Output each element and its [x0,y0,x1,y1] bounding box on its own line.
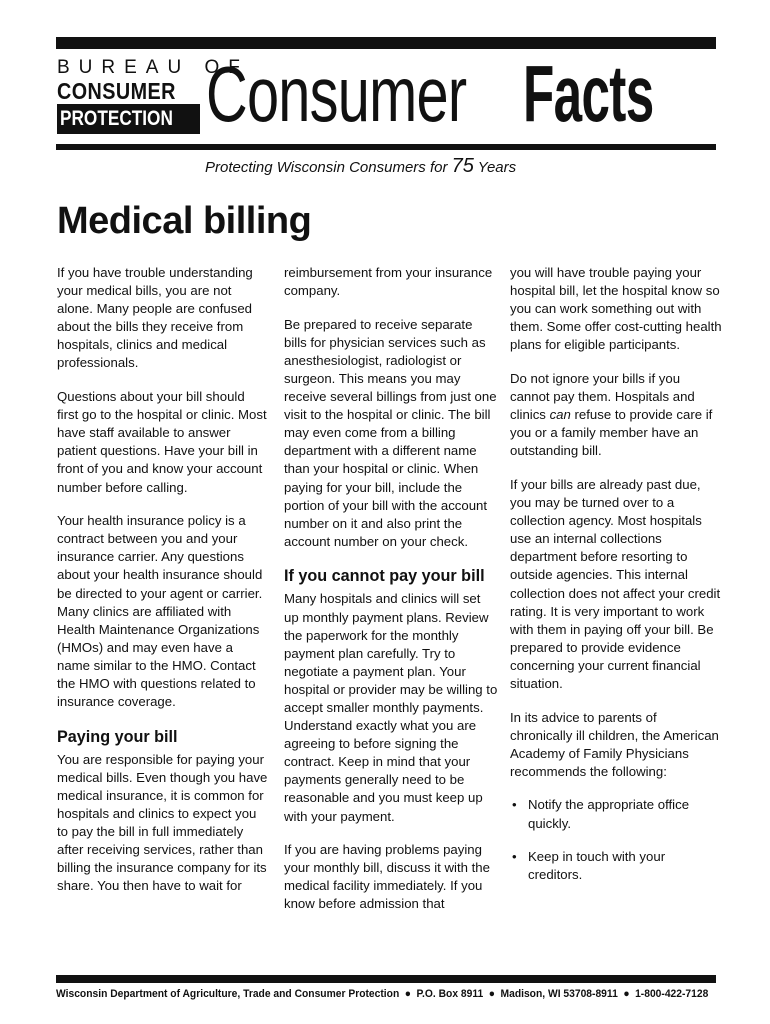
section-heading-paying: Paying your bill [57,727,178,746]
bullet-icon: • [512,849,517,865]
page-title: Medical billing [57,200,312,242]
bureau-of-text: BUREAU OF [57,57,249,78]
paragraph [510,370,722,460]
bureau-consumer-text: CONSUMER [57,78,176,104]
paragraph: If you have trouble understanding your medical bills, you are not alone. Many people are confused about the bills they receive from hospitals, clinics and medical professionals. [57,265,253,371]
emphasis-can: can [549,407,571,423]
footer-bullet-icon: ● [404,988,411,1000]
paragraph: In its advice to parents of chronically ill children, the American Academy of Family Physicians recommends the following: [510,709,719,779]
paragraph: You are responsible for paying your medical bills. Even though you have medical insurance, it is common for hospitals and clinics to expect you to pay the bill in full immediately after receiving services, rather than billing the insurance company for its share. You then have to wait for [57,751,268,894]
recommendation-list [510,796,722,884]
footer-bullet-icon: ● [488,988,495,1000]
paragraph: Your health insurance policy is a contract between you and your insurance carrier. Any questions about your health insurance should be directed to your agent or carrier. Many clinics are affiliated with Health Maintenance Organizations (HMOs) and may even have a name similar to the HMO. Contact the HMO with questions related to insurance coverage. [57,513,263,710]
tagline [205,155,516,178]
list-item [510,796,722,832]
paragraph: reimbursement from your insurance company. [284,265,493,299]
paragraph: If you are having problems paying your monthly bill, discuss it with the medical facility immediately. If you know before admission that [284,842,490,912]
bureau-protection-text: PROTECTION [60,107,173,130]
paragraph: Many hospitals and clinics will set up monthly payment plans. Review the paperwork for the monthly payment plan carefully. Try to negotiate a payment plan. Your hospital or provider may be willing to accept smaller monthly payments. Understand exactly what you are agreeing to before signing the contract. Keep in mind that your payments generally need to be reasonable and you must keep up with your payment. [284,591,498,824]
footer-org: Wisconsin Department of Agriculture, Trade and Consumer Protection [56,988,400,1000]
list-item-text: Notify the appropriate office quickly. [528,797,690,831]
tagline-pre: Protecting Wisconsin Consumers for [205,159,452,176]
bureau-protection-box [57,104,200,134]
brand-facts-word: Facts [523,49,654,138]
bullet-icon: • [512,797,517,813]
tagline-number: 75 [451,155,474,177]
tagline-post: Years [473,159,517,176]
brand-consumer-word: Consumer [206,50,467,138]
list-item [510,848,722,884]
paragraph: Questions about your bill should first go to the hospital or clinic. Most have staff available to answer patient questions. Have your bill in front of you and know your account number before calling. [57,389,267,495]
column-1 [57,264,269,911]
footer-phone: 1-800-422-7128 [635,988,709,1000]
list-item-text: Keep in touch with your creditors. [528,849,666,883]
paragraph: Be prepared to receive separate bills for physician services such as anesthesiologist, radiologist or surgeon. This means you may receive several billings from just one visit to the hospital or clinic. The bill may even come from a billing department with a different name than your hospital or clinic. When paying for your bill, include the portion of your bill with the account number on it and also print the account number on your check. [284,316,497,549]
paragraph: If your bills are already past due, you may be turned over to a collection agency. Most hospitals use an internal collections department before resorting to outside agencies. This internal collection does not affect your credit rating. It is very important to work with them in paying off your bill. Be prepared to provide evidence concerning your current financial situation. [510,476,721,691]
column-2 [284,264,498,929]
text-run: refuse to provide care if you or a family member have an outstanding bill. [510,407,713,459]
footer-city: Madison, WI 53708-8911 [500,988,618,1000]
footer-rule [56,975,716,983]
paragraph: you will have trouble paying your hospital bill, let the hospital know so you can work something out with them. Some offer cost-cutting health plans for eligible participants. [510,265,722,353]
footer-bullet-icon: ● [623,988,630,1000]
column-3 [510,264,722,900]
footer-po-box: P.O. Box 8911 [416,988,484,1000]
footer [56,988,708,1000]
section-heading-cannot-pay: If you cannot pay your bill [284,567,485,586]
text-run: Do not ignore your bills if you cannot pay them. Hospitals and clinics [510,370,695,423]
masthead-bottom-rule [56,144,716,150]
